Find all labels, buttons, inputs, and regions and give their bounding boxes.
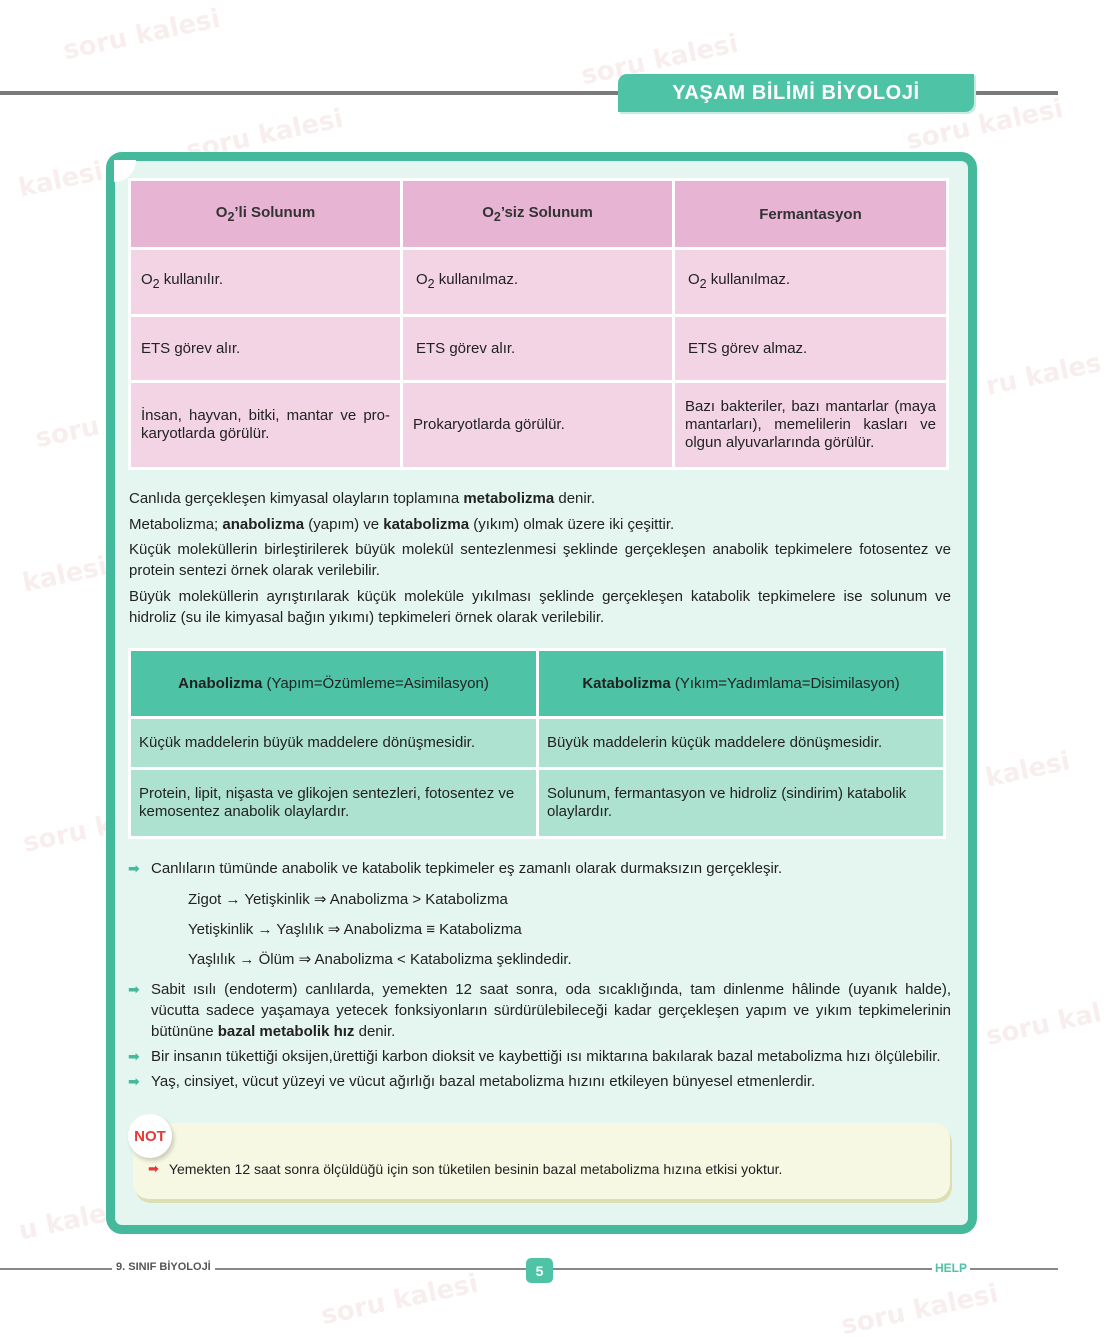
watermark: soru kalesi xyxy=(578,28,741,92)
bullet-item: ➡ Bir insanın tükettiği oksijen,ürettiği karbon dioksit ve kaybettiği ısı miktarına bakılarak bazal metabolizma hızı ölçülebilir. xyxy=(128,1048,941,1065)
table-cell: $O_2$ kullanılır. xyxy=(130,249,402,316)
arrow-icon: ➡ xyxy=(128,1048,140,1064)
watermark: soru kalesi xyxy=(903,93,1066,157)
table-cell: $O_2$ kullanılmaz. xyxy=(402,249,674,316)
note-badge: NOT xyxy=(128,1114,172,1158)
table-row xyxy=(130,249,948,316)
table-cell: Protein, lipit, nişasta ve glikojen sentezleri, fotosentez ve kemosentez anabolik olaylardır. xyxy=(130,769,538,838)
table-cell: Küçük maddelerin büyük maddelere dönüşmesidir. xyxy=(130,718,538,769)
table-cell: ETS görev almaz. xyxy=(674,316,948,382)
paragraph: Büyük moleküllerin ayrıştırılarak küçük moleküle yıkılması şeklinde gerçekleşen katabolik tepkimelere ise solunum ve hidroliz (su ile kimyasal bağın yıkımı) tepkimeleri örnek olarak verilebilir. xyxy=(129,587,951,626)
table-cell: İnsan, hayvan, bitki, mantar ve pro-karyotlarda görülür. xyxy=(130,382,402,469)
table-row xyxy=(130,718,945,769)
table-cell: Prokaryotlarda görülür. xyxy=(402,382,674,469)
header-aerobic: $O_2’li$ Solunum xyxy=(130,180,402,249)
bullet-item: ➡ Sabit ısılı (endoterm) canlılarda, yemekten 12 saat sonra, oda sıcaklığında, tam dinlenme hâlinde (uyanık halde), vücutta sadece yaşamaya yetecek fonksiyonların sürdürülebileceği kadar gerçekleşen yapım ve yıkım tepkimelerinin bütününe bazal metabolik hız denir. xyxy=(128,981,951,1040)
bullet-item: ➡ Yaş, cinsiyet, vücut yüzeyi ve vücut ağırlığı bazal metabolizma hızını etkileyen bünyesel etmenlerdir. xyxy=(128,1073,816,1090)
watermark: soru kale xyxy=(20,801,159,859)
watermark: u kalesi xyxy=(16,1193,134,1247)
paragraph: Küçük moleküllerin birleştirilerek büyük molekül sentezlenmesi şeklinde gerçekleşen anabolik tepkimelere fotosentez ve protein sentezi örnek olarak verilebilir. xyxy=(129,541,951,579)
table-cell: ETS görev alır. xyxy=(402,316,674,382)
table-cell: ETS görev alır. xyxy=(130,316,402,382)
paragraph: Canlıda gerçekleşen kimyasal olayların toplamına metabolizma denir. xyxy=(129,490,596,507)
header-anaerobic: $O_2’siz$ Solunum xyxy=(402,180,674,249)
table-row xyxy=(130,769,945,838)
page-number: 5 xyxy=(526,1258,553,1283)
respiration-comparison-table xyxy=(128,178,949,470)
footer-brand: HELP xyxy=(932,1261,970,1275)
footer-subject: 9. SINIF BİYOLOJİ xyxy=(112,1261,215,1273)
anabolism-catabolism-table xyxy=(128,648,946,839)
table-header-row xyxy=(130,180,948,249)
stage-line: Zigot → Yetişkinlik ⇒ Anabolizma > Katabolizma xyxy=(188,891,508,908)
arrow-icon: ➡ xyxy=(128,981,140,997)
bullet-item: ➡ Canlıların tümünde anabolik ve katabolik tepkimeler eş zamanlı olarak durmaksızın gerçekleşir. xyxy=(128,860,783,877)
header-anabolism: Anabolizma (Yapım=Özümleme=Asimilasyon) xyxy=(130,650,538,718)
table-cell: $O_2$ kullanılmaz. xyxy=(674,249,948,316)
metabolism-paragraphs xyxy=(129,488,951,632)
watermark: kalesi xyxy=(15,156,106,204)
table-row xyxy=(130,382,948,469)
stage-line: Yetişkinlik → Yaşlılık ⇒ Anabolizma ≡ Katabolizma xyxy=(188,921,522,938)
table-header-row xyxy=(130,650,945,718)
arrow-icon: ➡ xyxy=(128,1073,140,1089)
watermark: soru kalesi xyxy=(838,1278,1001,1341)
watermark: soru kalesi xyxy=(318,1268,481,1332)
table-cell: Solunum, fermantasyon ve hidroliz (sindirim) katabolik olaylardır. xyxy=(538,769,945,838)
watermark: soru kal xyxy=(983,998,1104,1052)
arrow-icon: ➡ xyxy=(148,1161,159,1176)
note-text: ➡ Yemekten 12 saat sonra ölçüldüğü için son tüketilen besinin bazal metabolizma hızına etkisi yoktur. xyxy=(148,1161,783,1177)
watermark: soru k xyxy=(32,405,129,455)
page-title: YAŞAM BİLİMİ BİYOLOJİ xyxy=(618,74,974,112)
arrow-icon: ➡ xyxy=(128,860,140,876)
table-row xyxy=(130,316,948,382)
stage-line: Yaşlılık → Ölüm ⇒ Anabolizma < Katabolizma şeklindedir. xyxy=(188,951,572,968)
watermark: kalesi xyxy=(19,551,110,599)
watermark: soru kalesi xyxy=(183,103,346,167)
header-catabolism: Katabolizma (Yıkım=Yadımlama=Disimilasyon) xyxy=(538,650,945,718)
paragraph: Metabolizma; anabolizma (yapım) ve katabolizma (yıkım) olmak üzere iki çeşittir. xyxy=(129,515,675,533)
table-cell: Bazı bakteriler, bazı mantarlar (maya mantarları), memelilerin kasları ve olgun alyuvarlarında görülür. xyxy=(674,382,948,469)
watermark: soru kalesi xyxy=(60,3,223,67)
table-cell: Büyük maddelerin küçük maddelere dönüşmesidir. xyxy=(538,718,945,769)
watermark: ru kales xyxy=(983,348,1104,402)
watermark: kalesi xyxy=(982,746,1073,794)
header-fermentation: Fermantasyon xyxy=(674,180,948,249)
